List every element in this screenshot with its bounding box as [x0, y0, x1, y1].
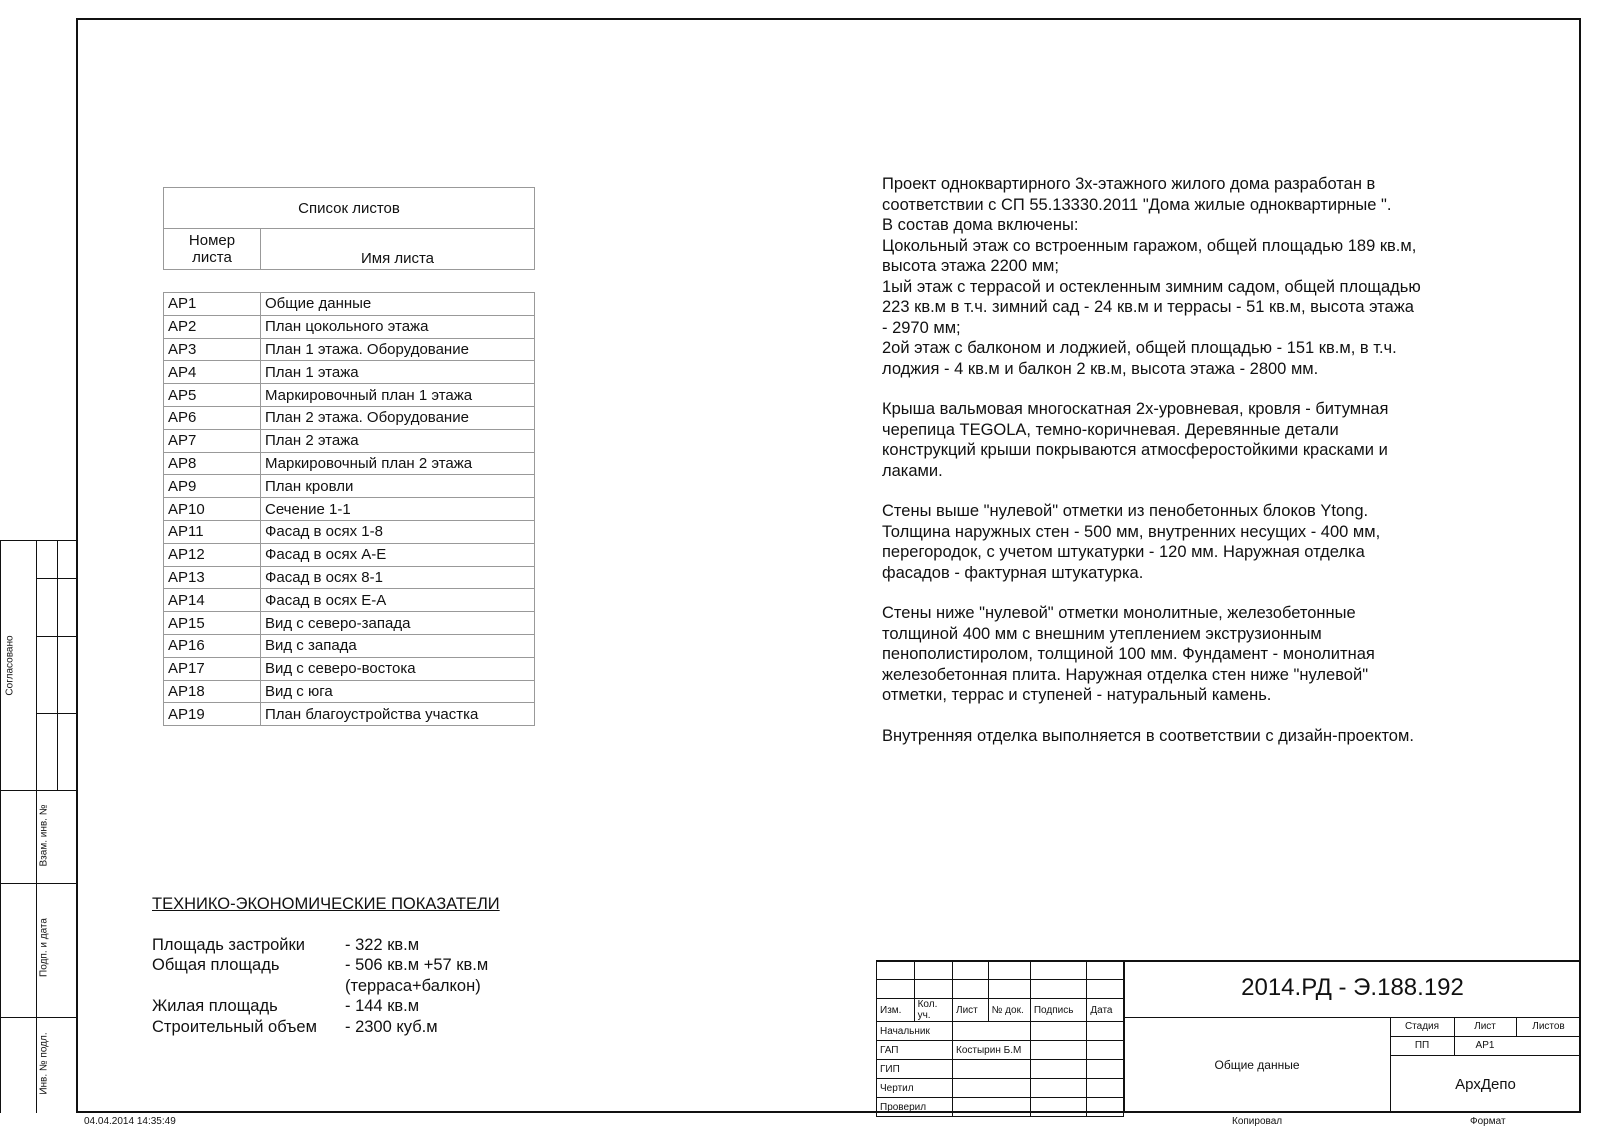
- description-paragraph: Стены ниже "нулевой" отметки монолитные, железобетонные толщиной 400 мм с внешним утеплением экструзионным пенополистиролом, толщиной 100 мм. Фундамент - монолитная железобетонная плита. Наружная отделка стен ниже "нулевой" отметки, террас и ступеней - натуральный камень.: [882, 604, 1375, 704]
- table-row: [164, 520, 535, 543]
- tei-row: [152, 996, 552, 1017]
- sheet-name: План благоустройства участка: [261, 703, 535, 726]
- sheet-number: АР2: [164, 315, 261, 338]
- sheet-title: Общие данные: [1214, 1058, 1300, 1072]
- table-row: [164, 361, 535, 384]
- sheet-name: Вид с юга: [261, 680, 535, 703]
- sheet-name: Вид с северо-востока: [261, 657, 535, 680]
- sheet-number: АР18: [164, 680, 261, 703]
- sheet-name: Вид с северо-запада: [261, 612, 535, 635]
- r-gap: ГАП: [877, 1041, 953, 1060]
- h-doc: № док.: [988, 999, 1030, 1022]
- table-row: [164, 634, 535, 657]
- tei-value: - 144 кв.м: [345, 997, 420, 1015]
- sheet-number: АР10: [164, 498, 261, 521]
- sheet-number: АР3: [164, 338, 261, 361]
- sheet-number: АР5: [164, 384, 261, 407]
- sheet-number: АР15: [164, 612, 261, 635]
- sheet-number: АР17: [164, 657, 261, 680]
- table-row: [164, 703, 535, 726]
- h-date: Дата: [1087, 999, 1124, 1022]
- tei-title: ТЕХНИКО-ЭКОНОМИЧЕСКИЕ ПОКАЗАТЕЛИ: [152, 895, 500, 913]
- tei-row: [152, 1017, 552, 1038]
- r-gap-name: Костырин Б.М: [953, 1041, 1031, 1060]
- table-row: [164, 293, 535, 316]
- org-name: АрхДепо: [1455, 1076, 1516, 1093]
- sheet-number: АР9: [164, 475, 261, 498]
- r-gip: ГИП: [877, 1060, 953, 1079]
- table-row: [164, 384, 535, 407]
- list-header: Лист: [1474, 1021, 1496, 1032]
- sheet-number: АР14: [164, 589, 261, 612]
- r-chertil: Чертил: [877, 1079, 953, 1098]
- agreed-label: Согласовано: [4, 635, 16, 696]
- table-row: [164, 315, 535, 338]
- tei-label: Общая площадь: [152, 956, 280, 974]
- r-nach: Начальник: [877, 1022, 953, 1041]
- sheet-name: Фасад в осях Е-А: [261, 589, 535, 612]
- tei-row: [152, 955, 552, 976]
- table-row: [164, 589, 535, 612]
- tei-value: - 2300 куб.м: [345, 1017, 438, 1036]
- tei-label: [152, 976, 345, 997]
- sheet-name: Вид с запада: [261, 634, 535, 657]
- sheet-number: АР6: [164, 406, 261, 429]
- h-kol: Кол. уч.: [914, 999, 952, 1022]
- inv-label: Инв. № подл.: [38, 1032, 50, 1095]
- table-row: [164, 452, 535, 475]
- footer-kopir: Копировал: [1232, 1116, 1283, 1127]
- sheet-name: План цокольного этажа: [261, 315, 535, 338]
- footer-date: 04.04.2014 14:35:49: [84, 1116, 176, 1127]
- sheet-list-title: Список листов: [164, 188, 535, 229]
- tei-value: (терраса+балкон): [345, 976, 481, 995]
- col-num-header: Номер листа: [164, 229, 261, 270]
- title-block: [876, 960, 1581, 1113]
- table-row: [164, 406, 535, 429]
- col-name-header: Имя листа: [261, 229, 535, 270]
- side-stamp: [0, 540, 76, 1113]
- table-row: [164, 612, 535, 635]
- sheet-number: АР19: [164, 703, 261, 726]
- tei-label: Жилая площадь: [152, 997, 278, 1015]
- description-paragraph: Внутренняя отделка выполняется в соответствии с дизайн-проектом.: [882, 726, 1414, 745]
- list-value: АР1: [1475, 1040, 1495, 1051]
- document-code: 2014.РД - Э.188.192: [1241, 974, 1464, 1001]
- tei-value: - 322 кв.м: [345, 935, 420, 954]
- sheet-name: План 1 этажа: [261, 361, 535, 384]
- h-izm: Изм.: [877, 999, 915, 1022]
- sheet-number: АР16: [164, 634, 261, 657]
- sheet-name: План 2 этажа. Оборудование: [261, 406, 535, 429]
- table-row: [164, 543, 535, 566]
- tei-value: - 506 кв.м +57 кв.м: [345, 956, 489, 974]
- h-list: Лист: [953, 999, 989, 1022]
- tei-label: Строительный объем: [152, 1017, 317, 1036]
- vzam-label: Взам. инв. №: [38, 804, 50, 867]
- sheet-number: АР8: [164, 452, 261, 475]
- table-row: [164, 498, 535, 521]
- project-description: [882, 174, 1422, 766]
- sheet-name: План 1 этажа. Оборудование: [261, 338, 535, 361]
- sheet-name: Фасад в осях 8-1: [261, 566, 535, 589]
- sheet-list-header: [163, 187, 535, 270]
- sheet-name: Сечение 1-1: [261, 498, 535, 521]
- stage-header: Стадия: [1404, 1021, 1440, 1032]
- description-paragraph: Стены выше "нулевой" отметки из пенобетонных блоков Ytong. Толщина наружных стен - 500 мм, внутренних несущих - 400 мм, перегородок, с учетом штукатурки - 120 мм. Наружная отделка фасадов - фактурная штукатурка.: [882, 502, 1381, 582]
- sheet-number: АР4: [164, 361, 261, 384]
- podp-label: Подп. и дата: [38, 918, 50, 977]
- sheet-name: Фасад в осях 1-8: [261, 520, 535, 543]
- table-row: [164, 338, 535, 361]
- sheet-number: АР1: [164, 293, 261, 316]
- tei-label: Площадь застройки: [152, 935, 305, 954]
- table-row: [164, 475, 535, 498]
- sheet-number: АР12: [164, 543, 261, 566]
- description-paragraph: Крыша вальмовая многоскатная 2х-уровневая, кровля - битумная черепица TEGOLA, темно-коричневая. Деревянные детали конструкций крыши покрываются атмосферостойкими красками и лаками.: [882, 400, 1389, 480]
- sheet-name: Маркировочный план 1 этажа: [261, 384, 535, 407]
- stage-value: ПП: [1414, 1040, 1430, 1051]
- description-paragraph: Проект одноквартирного 3х-этажного жилого дома разработан в соответствии с СП 55.13330.2011 "Дома жилые одноквартирные ". В состав дома включены: Цокольный этаж со встроенным гаражом, общей площадью 189 кв.м, высота этажа 2200 мм; 1ый этаж с террасой и остекленным зимним садом, общей площадью 223 кв.м в т.ч. зимний сад - 24 кв.м и террасы - 51 кв.м, высота этажа - 2970 мм; 2ой этаж с балконом и лоджией, общей площадью - 151 кв.м, в т.ч. лоджия - 4 кв.м и балкон 2 кв.м, высота этажа - 2800 мм.: [882, 175, 1421, 378]
- h-podp: Подпись: [1030, 999, 1087, 1022]
- table-row: [164, 657, 535, 680]
- lists-header: Листов: [1532, 1021, 1565, 1032]
- sheet-name: Общие данные: [261, 293, 535, 316]
- sheet-name: План 2 этажа: [261, 429, 535, 452]
- sheet-name: Фасад в осях А-Е: [261, 543, 535, 566]
- table-row: [164, 566, 535, 589]
- table-row: [164, 429, 535, 452]
- r-proveril: Проверил: [877, 1098, 953, 1117]
- sheet-name: План кровли: [261, 475, 535, 498]
- sheet-list-table: [163, 292, 535, 726]
- table-row: [164, 680, 535, 703]
- sheet-number: АР11: [164, 520, 261, 543]
- sheet-number: АР7: [164, 429, 261, 452]
- sheet-number: АР13: [164, 566, 261, 589]
- sheet-name: Маркировочный план 2 этажа: [261, 452, 535, 475]
- tei-row: [152, 976, 552, 997]
- footer-format: Формат: [1470, 1116, 1506, 1127]
- tei-row: [152, 935, 552, 956]
- tei-block: [152, 894, 552, 1037]
- signature-table: [876, 960, 1124, 1117]
